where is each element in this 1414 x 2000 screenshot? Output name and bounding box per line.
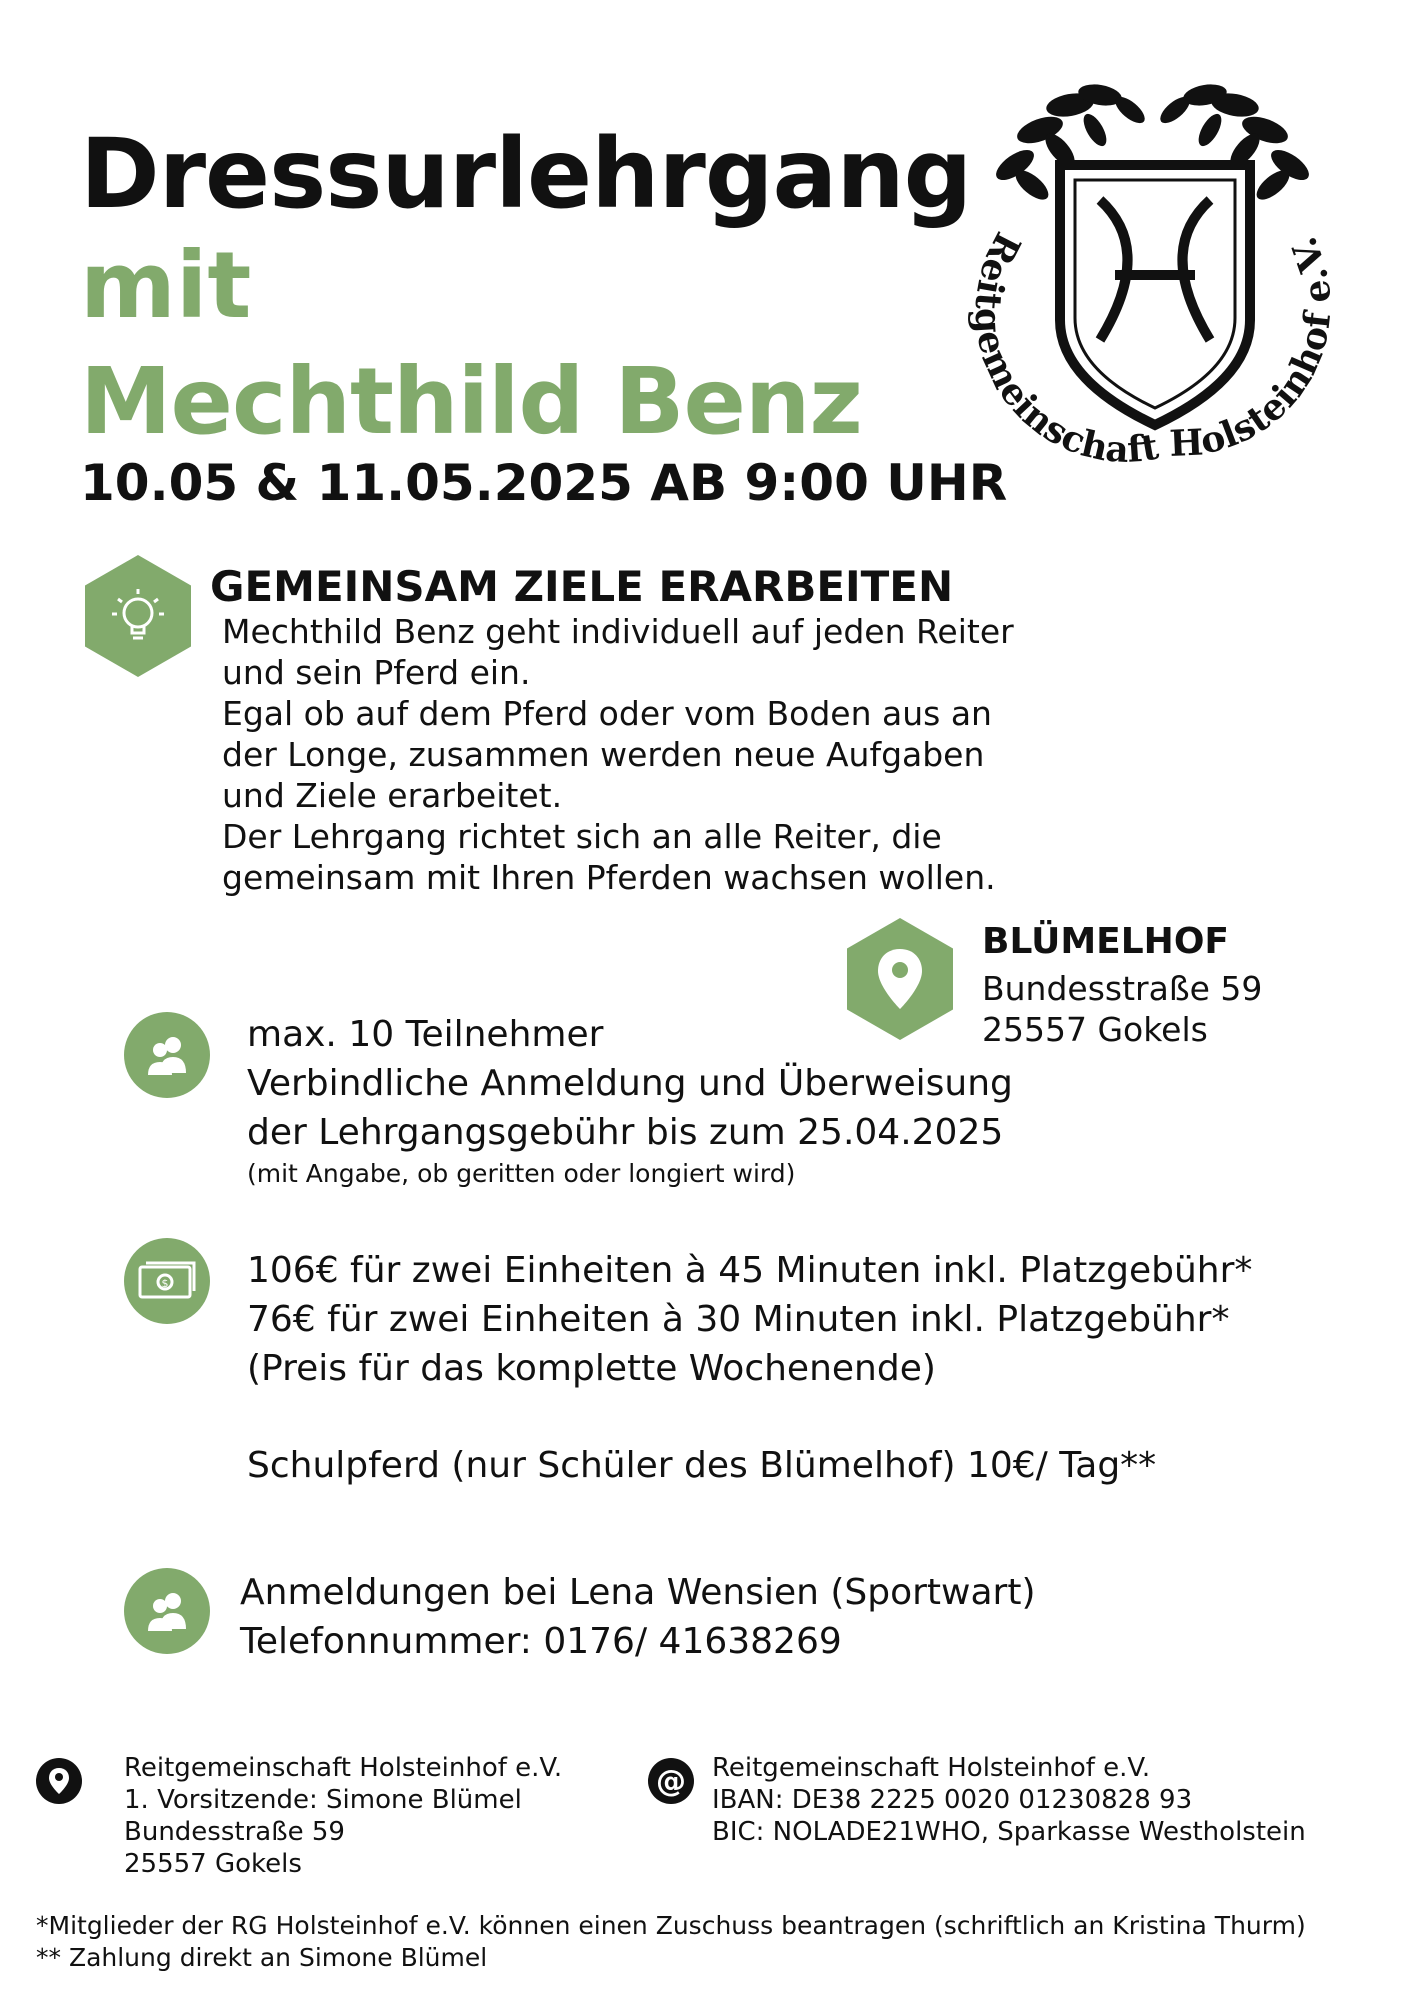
- money-icon: [124, 1238, 210, 1324]
- event-date: 10.05 & 11.05.2025 AB 9:00 UHR: [80, 454, 1008, 512]
- price-note: (Preis für das komplette Wochenende): [247, 1348, 936, 1389]
- registration-phone: Telefonnummer: 0176/ 41638269: [240, 1621, 842, 1662]
- page-title: Dressurlehrgang: [80, 118, 972, 230]
- goals-line: Egal ob auf dem Pferd oder vom Boden aus an: [222, 694, 992, 733]
- participants-block: [247, 1010, 1013, 1188]
- prices-block: [247, 1246, 1252, 1490]
- footer-address: [124, 1752, 562, 1880]
- goals-line: gemeinsam mit Ihren Pferden wachsen wollen.: [222, 858, 996, 897]
- participants-deadline: der Lehrgangsgebühr bis zum 25.04.2025: [247, 1112, 1004, 1153]
- footnote-subsidy: *Mitglieder der RG Holsteinhof e.V. können einen Zuschuss beantragen (schriftlich an Kristina Thurm): [36, 1911, 1306, 1940]
- goals-text: [222, 611, 1014, 898]
- contact-people-icon: [124, 1568, 210, 1654]
- footer-street: Bundesstraße 59: [124, 1817, 345, 1847]
- price-30min: 76€ für zwei Einheiten à 30 Minuten inkl. Platzgebühr*: [247, 1299, 1230, 1340]
- footnote-payment: ** Zahlung direkt an Simone Blümel: [36, 1943, 488, 1972]
- footer-city: 25557 Gokels: [124, 1849, 302, 1879]
- footer-club-name: Reitgemeinschaft Holsteinhof e.V.: [124, 1753, 563, 1783]
- location-block: [982, 921, 1263, 1050]
- price-45min: 106€ für zwei Einheiten à 45 Minuten inkl. Platzgebühr*: [247, 1250, 1253, 1291]
- logo-text-right: Holsteinhof e.V.: [1168, 230, 1340, 465]
- logo-text-left: Reitgemeinschaft: [966, 225, 1162, 470]
- footer-bank: [712, 1752, 1306, 1848]
- goals-line: Der Lehrgang richtet sich an alle Reiter, die: [222, 817, 942, 856]
- footer-bank-holder: Reitgemeinschaft Holsteinhof e.V.: [712, 1753, 1151, 1783]
- participants-note: (mit Angabe, ob geritten oder longiert wird): [247, 1159, 796, 1188]
- goals-line: und sein Pferd ein.: [222, 653, 531, 692]
- participants-max: max. 10 Teilnehmer: [247, 1014, 604, 1055]
- at-icon: @: [648, 1758, 694, 1804]
- footnotes: [36, 1910, 1306, 1974]
- goals-line: und Ziele erarbeitet.: [222, 776, 563, 815]
- goals-heading: GEMEINSAM ZIELE ERARBEITEN: [210, 562, 954, 611]
- location-street: Bundesstraße 59: [982, 969, 1263, 1008]
- footer-chairwoman: 1. Vorsitzende: Simone Blümel: [124, 1785, 522, 1815]
- registration-block: [240, 1568, 1036, 1666]
- subtitle-mit: mit: [80, 232, 252, 339]
- location-city: 25557 Gokels: [982, 1010, 1208, 1049]
- registration-contact: Anmeldungen bei Lena Wensien (Sportwart): [240, 1572, 1036, 1613]
- participants-registration: Verbindliche Anmeldung und Überweisung: [247, 1063, 1013, 1104]
- location-name: BLÜMELHOF: [982, 921, 1230, 962]
- footer-iban: IBAN: DE38 2225 0020 01230828 93: [712, 1785, 1193, 1815]
- goals-line: Mechthild Benz geht individuell auf jeden Reiter: [222, 612, 1014, 651]
- lightbulb-icon: [85, 555, 191, 677]
- club-logo: [960, 70, 1340, 470]
- school-horse-price: Schulpferd (nur Schüler des Blümelhof) 10€/ Tag**: [247, 1445, 1157, 1486]
- instructor-name: Mechthild Benz: [80, 348, 862, 455]
- people-icon: [124, 1012, 210, 1098]
- goals-line: der Longe, zusammen werden neue Aufgaben: [222, 735, 985, 774]
- svg-text:$: $: [161, 1277, 169, 1290]
- footer-bic: BIC: NOLADE21WHO, Sparkasse Westholstein: [712, 1817, 1306, 1847]
- footer-location-icon: [36, 1758, 82, 1804]
